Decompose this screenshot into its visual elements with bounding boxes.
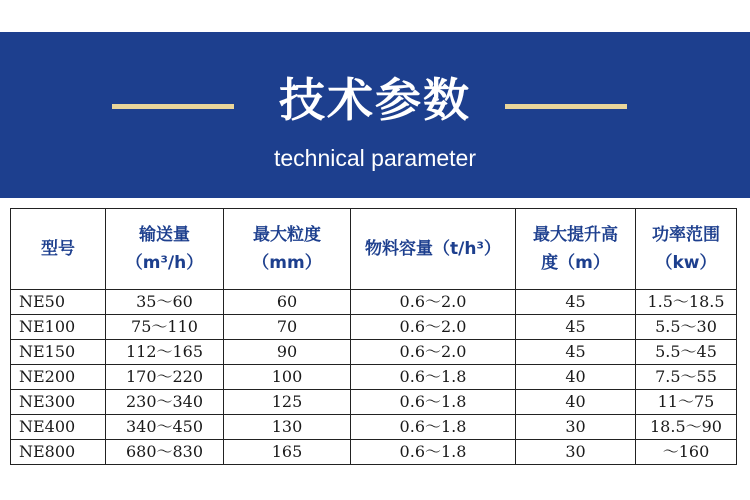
cell-material-capacity: 0.6～1.8 (351, 390, 516, 415)
cell-max-particle-size: 100 (224, 365, 351, 390)
header-model (11, 209, 106, 290)
cell-max-particle-size: 125 (224, 390, 351, 415)
header-power-range (636, 209, 737, 290)
cell-throughput: 112～165 (106, 340, 224, 365)
cell-power-range: 1.5～18.5 (636, 290, 737, 315)
header-label: 型号 (41, 239, 75, 259)
cell-power-range: ～160 (636, 440, 737, 465)
cell-model: NE400 (11, 415, 106, 440)
header-unit: （mm） (252, 253, 322, 273)
cell-power-range: 7.5～55 (636, 365, 737, 390)
cell-max-lift-height: 40 (516, 390, 636, 415)
cell-max-particle-size: 165 (224, 440, 351, 465)
header-throughput (106, 209, 224, 290)
cell-max-lift-height: 30 (516, 415, 636, 440)
table-row (11, 340, 737, 365)
parameter-table (10, 208, 737, 465)
header-unit: 度（m） (541, 253, 610, 273)
cell-power-range: 18.5～90 (636, 415, 737, 440)
cell-max-particle-size: 130 (224, 415, 351, 440)
page-title: 技术参数 (279, 73, 471, 127)
header-label: 输送量 (139, 225, 190, 245)
cell-throughput: 230～340 (106, 390, 224, 415)
cell-power-range: 5.5～30 (636, 315, 737, 340)
cell-material-capacity: 0.6～2.0 (351, 315, 516, 340)
header-label: 功率范围 (652, 225, 720, 245)
table-row (11, 315, 737, 340)
cell-max-lift-height: 30 (516, 440, 636, 465)
cell-max-lift-height: 45 (516, 315, 636, 340)
cell-throughput: 35～60 (106, 290, 224, 315)
table-row (11, 440, 737, 465)
table-body (11, 290, 737, 465)
header-unit: （kw） (655, 253, 717, 273)
header-max-lift-height (516, 209, 636, 290)
cell-throughput: 170～220 (106, 365, 224, 390)
cell-max-particle-size: 70 (224, 315, 351, 340)
header-max-particle-size (224, 209, 351, 290)
cell-model: NE300 (11, 390, 106, 415)
cell-material-capacity: 0.6～1.8 (351, 440, 516, 465)
table-row (11, 290, 737, 315)
cell-model: NE150 (11, 340, 106, 365)
page-subtitle: technical parameter (274, 145, 476, 171)
table-row (11, 365, 737, 390)
cell-max-particle-size: 90 (224, 340, 351, 365)
cell-model: NE200 (11, 365, 106, 390)
header-label: 物料容量（t/h³） (365, 239, 501, 259)
cell-throughput: 340～450 (106, 415, 224, 440)
header-unit: （m³/h） (125, 253, 204, 273)
cell-power-range: 5.5～45 (636, 340, 737, 365)
table-row (11, 415, 737, 440)
header-label: 最大粒度 (253, 225, 321, 245)
cell-material-capacity: 0.6～1.8 (351, 365, 516, 390)
cell-throughput: 680～830 (106, 440, 224, 465)
cell-power-range: 11～75 (636, 390, 737, 415)
cell-material-capacity: 0.6～1.8 (351, 415, 516, 440)
cell-model: NE50 (11, 290, 106, 315)
cell-max-lift-height: 45 (516, 340, 636, 365)
header-label: 最大提升高 (533, 225, 618, 245)
cell-max-lift-height: 40 (516, 365, 636, 390)
cell-throughput: 75～110 (106, 315, 224, 340)
header-material-capacity (351, 209, 516, 290)
cell-material-capacity: 0.6～2.0 (351, 290, 516, 315)
cell-model: NE100 (11, 315, 106, 340)
table-row (11, 390, 737, 415)
cell-max-particle-size: 60 (224, 290, 351, 315)
cell-max-lift-height: 45 (516, 290, 636, 315)
cell-model: NE800 (11, 440, 106, 465)
cell-material-capacity: 0.6～2.0 (351, 340, 516, 365)
table-header-row (11, 209, 737, 290)
